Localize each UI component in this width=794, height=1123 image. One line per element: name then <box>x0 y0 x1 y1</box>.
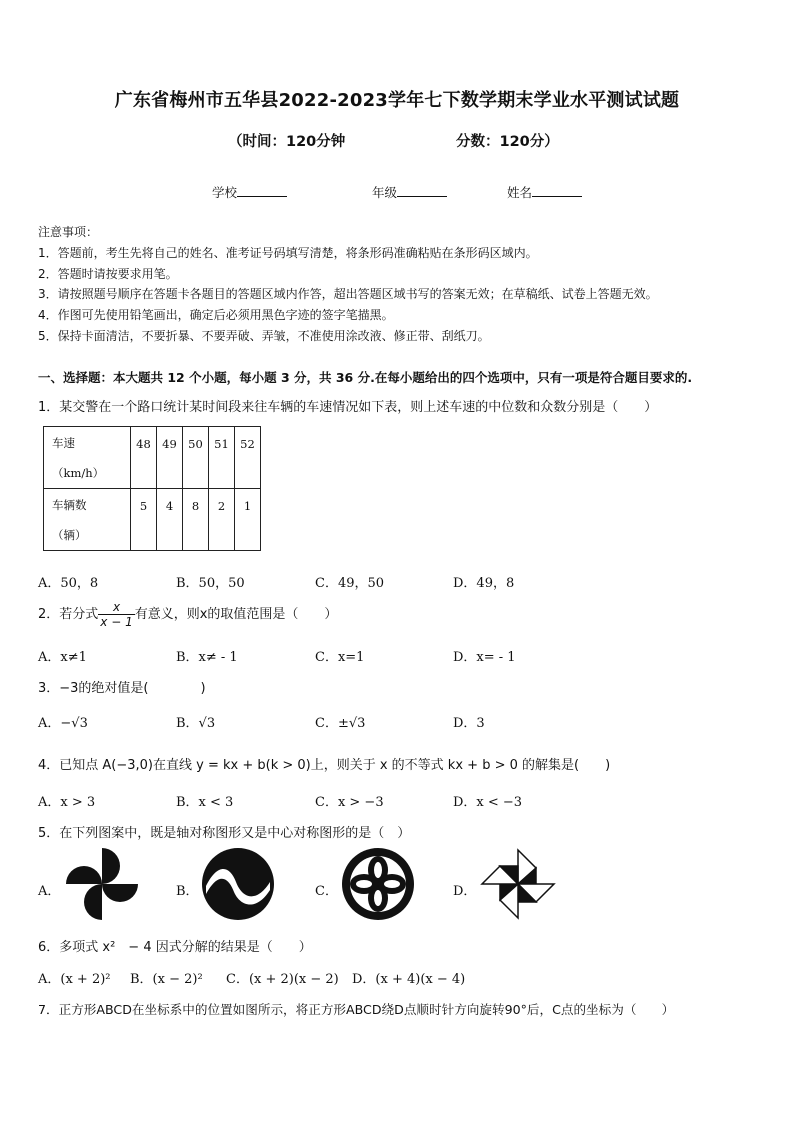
speed-table <box>43 426 261 551</box>
notes-item: 5．保持卡面清洁，不要折暴、不要弄破、弄皱，不准使用涂改液、修正带、刮纸刀。 <box>38 328 490 343</box>
flower-ring-figure-c <box>340 846 416 922</box>
notes-heading: 注意事项： <box>38 225 99 239</box>
pinwheel-figure-a <box>64 846 140 922</box>
count-header-label: 车辆数 <box>52 497 87 512</box>
q6-option-c: C．(x + 2)(x − 2) <box>226 972 339 987</box>
q1-option-d: D．49，8 <box>453 576 515 591</box>
school-blank[interactable] <box>237 184 287 197</box>
question-3-stem: 3．−3的绝对值是( ) <box>38 681 206 696</box>
question-4-stem: 4．已知点 A(−3,0)在直线 y = kx + b(k > 0)上，则关于 x 的不等式 kx + b > 0 的解集是( ) <box>38 758 611 773</box>
q6-option-d: D．(x + 4)(x − 4) <box>352 972 466 987</box>
q4-option-b: B．x < 3 <box>176 795 234 810</box>
q6-option-b: B．(x − 2)² <box>130 972 203 987</box>
question-1-stem: 1．某交警在一个路口统计某时间段来往车辆的车速情况如下表，则上述车速的中位数和众数分别是（ ） <box>38 400 658 415</box>
question-7-stem: 7．正方形ABCD在坐标系中的位置如图所示，将正方形ABCD绕D点顺时针方向旋转90°后，C点的坐标为（ ） <box>38 1002 675 1017</box>
count-header-unit: （辆） <box>52 527 87 542</box>
q5-label-c: C． <box>315 884 338 899</box>
q2-numerator: x <box>98 600 134 615</box>
q3-option-b: B．√3 <box>176 716 216 731</box>
exam-time: （时间：120分钟 <box>228 134 346 150</box>
q2-option-a: A．x≠1 <box>38 650 87 665</box>
notes-item: 4．作图可先使用铅笔画出，确定后必须用黑色字迹的签字笔描黑。 <box>38 308 394 323</box>
q2-prefix: 2．若分式 <box>38 607 99 622</box>
q4-option-c: C．x > −3 <box>315 795 384 810</box>
q2-fraction <box>98 600 134 629</box>
name-field[interactable] <box>507 183 582 201</box>
school-label: 学校 <box>212 185 238 200</box>
name-label: 姓名 <box>507 185 533 200</box>
q3-option-d: D．3 <box>453 716 485 731</box>
page-title: 广东省梅州市五华县2022-2023学年七下数学期末学业水平测试试题 <box>114 90 680 111</box>
q2-denominator: x − 1 <box>100 615 133 629</box>
count-cell: 8 <box>183 489 209 551</box>
notes-item: 2．答题时请按要求用笔。 <box>38 266 178 281</box>
speed-header-unit: （km/h） <box>52 465 105 480</box>
speed-cell: 50 <box>183 427 209 489</box>
windmill-figure-d <box>478 846 558 922</box>
q4-option-a: A．x > 3 <box>38 795 96 810</box>
count-header <box>44 489 131 551</box>
q5-label-b: B． <box>176 884 199 899</box>
notes-block <box>38 222 658 347</box>
q2-option-d: D．x= - 1 <box>453 650 516 665</box>
speed-header <box>44 427 131 489</box>
count-cell: 2 <box>209 489 235 551</box>
notes-item: 3．请按照题号顺序在答题卡各题目的答题区域内作答，超出答题区域书写的答案无效；在草稿纸、试卷上答题无效。 <box>38 287 658 302</box>
q5-label-a: A． <box>38 884 61 899</box>
speed-cell: 49 <box>157 427 183 489</box>
count-cell: 4 <box>157 489 183 551</box>
q1-option-a: A．50，8 <box>38 576 99 591</box>
q4-option-d: D．x < −3 <box>453 795 523 810</box>
grade-label: 年级 <box>372 185 398 200</box>
count-cell: 1 <box>235 489 261 551</box>
count-cell: 5 <box>131 489 157 551</box>
q1-option-c: C．49，50 <box>315 576 385 591</box>
grade-field[interactable] <box>372 183 447 201</box>
question-6-stem: 6．多项式 x² − 4 因式分解的结果是（ ） <box>38 940 312 955</box>
question-2-stem <box>38 600 337 629</box>
q2-option-c: C．x=1 <box>315 650 365 665</box>
speed-cell: 51 <box>209 427 235 489</box>
grade-blank[interactable] <box>397 184 447 197</box>
speed-cell: 48 <box>131 427 157 489</box>
q3-option-a: A．−√3 <box>38 716 88 731</box>
q3-option-c: C．±√3 <box>315 716 366 731</box>
notes-item: 1．答题前，考生先将自己的姓名、准考证号码填写清楚，将条形码准确粘贴在条形码区域内。 <box>38 245 538 260</box>
question-5-stem: 5．在下列图案中，既是轴对称图形又是中心对称图形的是（ ） <box>38 826 411 841</box>
q6-option-a: A．(x + 2)² <box>38 972 111 987</box>
q5-label-d: D． <box>453 884 477 899</box>
q2-option-b: B．x≠ - 1 <box>176 650 238 665</box>
school-field[interactable] <box>212 183 287 201</box>
wave-disc-figure-b <box>200 846 276 922</box>
q2-suffix: 有意义，则x的取值范围是（ ） <box>134 607 338 622</box>
q1-option-b: B．50，50 <box>176 576 245 591</box>
exam-score: 分数：120分） <box>456 134 559 150</box>
speed-cell: 52 <box>235 427 261 489</box>
section-heading: 一、选择题：本大题共 12 个小题，每小题 3 分，共 36 分.在每小题给出的四个选项中，只有一项是符合题目要求的. <box>38 370 693 385</box>
name-blank[interactable] <box>532 184 582 197</box>
speed-header-label: 车速 <box>52 435 75 450</box>
